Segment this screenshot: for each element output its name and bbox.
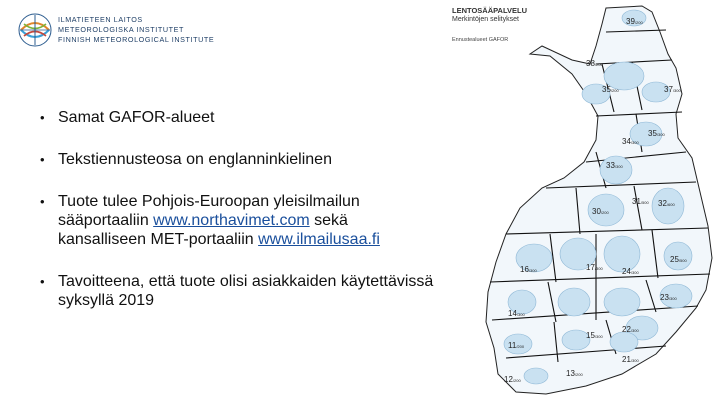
map-header xyxy=(452,6,527,24)
map-header-sub: Merkintöjen selitykset xyxy=(452,16,519,23)
logo-line-1: ILMATIETEEN LAITOS xyxy=(58,15,143,24)
map-legend xyxy=(452,36,508,44)
zone-label-35a: 35/200 xyxy=(602,85,619,94)
zone-label-24: 24/300 xyxy=(622,267,639,276)
zone-label-30: 30/200 xyxy=(592,207,609,216)
zone-label-25: 25/500 xyxy=(670,255,687,264)
zone-label-17: 17/300 xyxy=(586,263,603,272)
zone-label-38: 38/200 xyxy=(586,59,603,68)
bullet-gafor-areas: • Samat GAFOR-alueet xyxy=(40,108,440,127)
northavimet-link[interactable]: www.northavimet.com xyxy=(153,212,310,229)
bullet-availability: • Tavoitteena, että tuote olisi asiakkaiden käytettävissä syksyllä 2019 xyxy=(40,272,440,310)
zone-label-39: 39/200 xyxy=(626,17,643,26)
logo-text xyxy=(58,15,214,45)
zone-label-15: 15/300 xyxy=(586,331,603,340)
zone-label-14: 14/300 xyxy=(508,309,525,318)
zone-label-22: 22/300 xyxy=(622,325,639,334)
zone-label-16: 16/300 xyxy=(520,265,537,274)
logo-line-2: METEOROLOGISKA INSTITUTET xyxy=(58,25,185,34)
finland-gafor-map xyxy=(446,2,720,403)
zone-label-34: 34/300 xyxy=(622,137,639,146)
fmi-logo xyxy=(18,13,218,49)
bullet-portals-text-1: Tuote tulee Pohjois-Euroopan yleisilmailun sääportaaliin xyxy=(58,193,360,229)
logo-line-3: FINNISH METEOROLOGICAL INSTITUTE xyxy=(58,35,215,44)
map-header-title: LENTOSÄÄPALVELU xyxy=(452,6,528,15)
bullet-list xyxy=(40,108,440,310)
zone-label-33: 33/300 xyxy=(606,161,623,170)
zone-label-11: 11/200 xyxy=(508,341,525,350)
zone-label-35b: 35/300 xyxy=(648,129,665,138)
bullet-portals-text-2: sekä kansalliseen MET-portaaliin xyxy=(58,212,348,248)
gafor-map xyxy=(446,2,720,403)
ilmailusaa-link[interactable]: www.ilmailusaa.fi xyxy=(258,231,380,248)
fmi-logo-icon xyxy=(18,13,52,47)
zone-label-23: 23/300 xyxy=(660,293,677,302)
zone-label-13: 13/200 xyxy=(566,369,583,378)
bullet-portals xyxy=(40,192,440,249)
zone-label-37: 37/300 xyxy=(664,85,681,94)
zone-label-21: 21/300 xyxy=(622,355,639,364)
zone-label-31: 31/500 xyxy=(632,197,649,206)
zone-label-12: 12/200 xyxy=(504,375,521,384)
bullet-english-text: • Tekstiennusteosa on englanninkielinen xyxy=(40,150,440,169)
zone-label-32: 32/600 xyxy=(658,199,675,208)
map-legend-line: Ennustealueet GAFOR xyxy=(452,37,509,43)
